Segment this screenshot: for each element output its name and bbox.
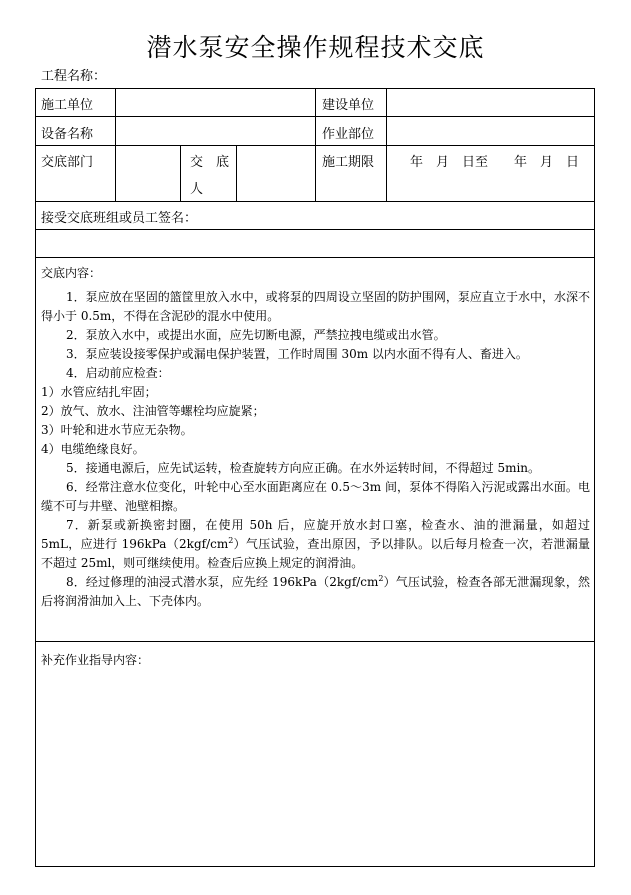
- col-divider: [315, 88, 316, 201]
- row-divider: [35, 641, 595, 642]
- col-divider: [236, 145, 237, 201]
- col-divider: [180, 145, 181, 201]
- briefer-label-2: 人: [190, 182, 204, 197]
- signature-label: 接受交底班组或员工签名：: [41, 211, 198, 226]
- project-name-label: 工程名称：: [41, 69, 107, 84]
- col-divider: [386, 88, 387, 201]
- content-item: 4．启动前应检查：: [66, 366, 170, 380]
- row-divider: [35, 201, 595, 202]
- client-unit-label: 建设单位: [322, 98, 375, 113]
- briefing-content: [41, 264, 590, 611]
- content-item: 2．泵放入水中，或提出水面，应先切断电源，严禁拉拽电缆或出水管。: [66, 328, 446, 342]
- row-divider: [35, 257, 595, 258]
- briefing-dept-label: 交底部门: [41, 155, 94, 170]
- work-location-label: 作业部位: [322, 127, 375, 142]
- period-value: 年 月 日至 年 月 日: [410, 155, 580, 170]
- page-title: 潜水泵安全操作规程技术交底: [146, 33, 485, 62]
- period-label: 施工期限: [322, 155, 375, 170]
- content-item-8: 8．经过修理的油浸式潜水泵，应先经 $196kPa(2kgf/cm^2)$气压试验，检查各部无泄漏现象，然后将润滑油加入上、下壳体内。: [41, 574, 590, 608]
- content-item-7: 7．新泵或新换密封圈，在使用 50h 后，应旋开放水封口塞，检查水、油的泄漏量，如超过 5mL，应进行 $196kPa(2kgf/cm^2)$气压试验，查出原因，予以排队。以后每月检查一次，若泄漏量不超过 25ml，则可继续使用。检查后应换上规定的润滑油。: [41, 518, 590, 570]
- content-item: 5．接通电源后，应先试运转，检查旋转方向应正确。在水外运转时间，不得超过 5min。: [66, 461, 541, 475]
- briefer-label: 交 底: [190, 155, 230, 170]
- content-item: 1．泵应放在坚固的篮筐里放入水中，或将泵的四周设立坚固的防护围网，泵应直立于水中，水深不得小于 0.5m，不得在含泥砂的混水中使用。: [41, 290, 590, 323]
- equipment-name-label: 设备名称: [41, 127, 94, 142]
- content-item: 3）叶轮和进水节应无杂物。: [41, 423, 193, 437]
- content-heading: 交底内容：: [41, 266, 102, 280]
- content-item: 1）水管应结扎牢固；: [41, 385, 157, 399]
- content-item: 4）电缆绝缘良好。: [41, 442, 145, 456]
- construction-unit-label: 施工单位: [41, 98, 94, 113]
- content-item: 2）放气、放水、注油管等螺栓均应旋紧；: [41, 404, 265, 418]
- supplement-label: 补充作业指导内容：: [41, 653, 150, 667]
- content-item: 6．经常注意水位变化，叶轮中心至水面距离应在 0.5～3m 间，泵体不得陷入污泥或露出水面。电缆不可与井壁、池壁相擦。: [41, 480, 590, 513]
- row-divider: [35, 229, 595, 230]
- content-item: 3．泵应装设接零保护或漏电保护装置，工作时周围 30m 以内水面不得有人、畜进入。: [66, 347, 528, 361]
- col-divider: [115, 88, 116, 201]
